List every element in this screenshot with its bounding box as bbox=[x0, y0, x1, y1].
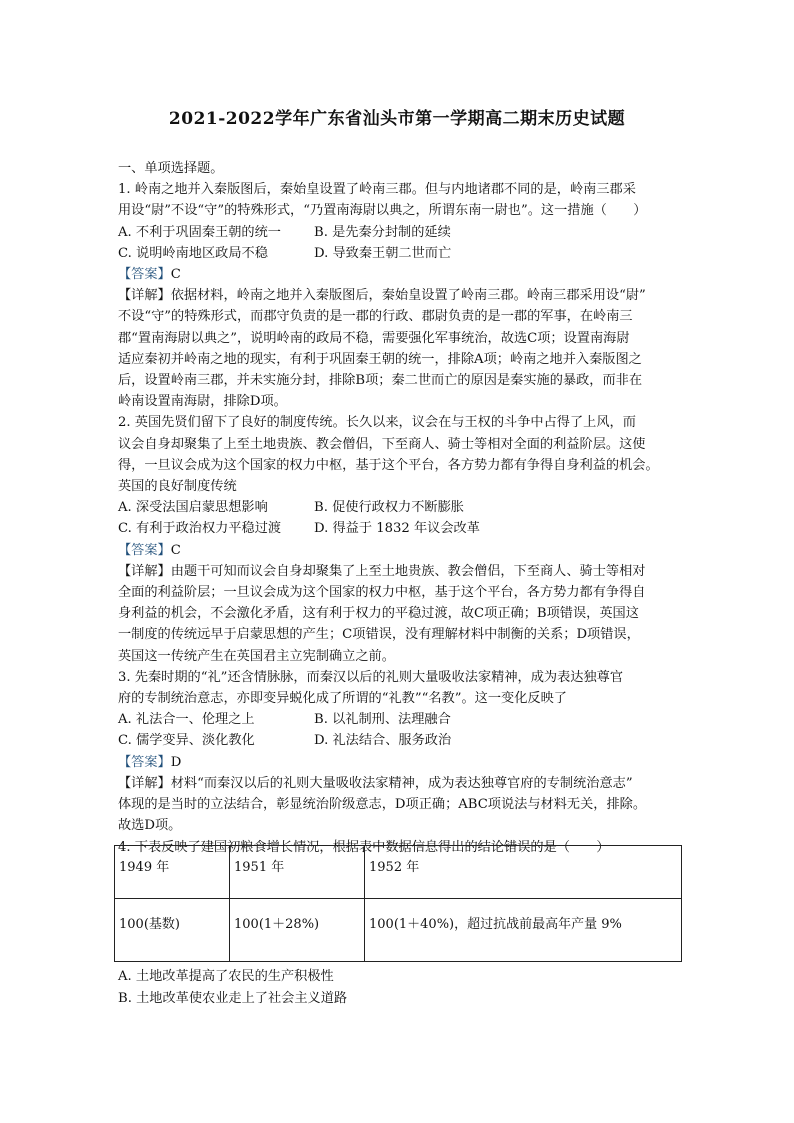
q1-explain-line: 后，设置岭南三郡，并未实施分封，排除B项；秦二世而亡的原因是秦实施的暴政，而非在 bbox=[118, 373, 642, 389]
q1-option-a: A. 不利于巩固秦王朝的统一 bbox=[118, 224, 281, 240]
explain-label: 【详解】 bbox=[118, 288, 171, 304]
q2-stem-line: 得，一旦议会成为这个国家的权力中枢，基于这个平台，各方势力都有争得自身利益的机会。 bbox=[118, 457, 659, 473]
table-header-row bbox=[115, 846, 682, 899]
q3-option-b: B. 以礼制刑、法理融合 bbox=[314, 712, 451, 728]
q1-stem-line: 1. 岭南之地并入秦版图后，秦始皇设置了岭南三郡。但与内地诸郡不同的是，岭南三郡采 bbox=[118, 182, 636, 198]
q3-option-c: C. 儒学变异、淡化教化 bbox=[118, 733, 255, 749]
explain-text: 材料“而秦汉以后的礼则大量吸收法家精神，成为表达独尊官府的专制统治意志” bbox=[170, 775, 633, 791]
question-content bbox=[118, 158, 684, 858]
table-cell: 100(1＋28%) bbox=[230, 899, 365, 962]
answer-label: 【答案】 bbox=[118, 542, 171, 558]
q2-answer bbox=[118, 540, 684, 561]
q1-option-b: B. 是先秦分封制的延续 bbox=[314, 224, 451, 240]
answer-label: 【答案】 bbox=[118, 267, 171, 283]
table-cell: 100(基数) bbox=[115, 899, 230, 962]
q3-explain-line bbox=[118, 773, 684, 794]
q2-option-a: A. 深受法国启蒙思想影响 bbox=[118, 500, 268, 516]
table-cell: 100(1＋40%)，超过抗战前最高年产量 9% bbox=[365, 899, 682, 962]
table-row bbox=[115, 899, 682, 962]
q1-stem-line: 用设“尉”不设“守”的特殊形式，“乃置南海尉以典之，所谓东南一尉也”。这一措施（ ） bbox=[118, 203, 647, 219]
q2-stem-line: 议会自身却聚集了上至土地贵族、教会僧侣，下至商人、骑士等相对全面的利益阶层。这使 bbox=[118, 436, 646, 452]
q2-options-row bbox=[118, 497, 684, 518]
q2-option-b: B. 促使行政权力不断膨胀 bbox=[314, 500, 464, 516]
q4-option-a: A. 土地改革提高了农民的生产积极性 bbox=[118, 969, 334, 984]
q1-explain-line: 郡“置南海尉以典之”，说明岭南的政局不稳，需要强化军事统治，故选C项；设置南海尉 bbox=[118, 330, 630, 346]
q4-option-b: B. 土地改革使农业走上了社会主义道路 bbox=[118, 990, 348, 1006]
table-cell: 1951 年 bbox=[230, 846, 365, 899]
q2-options-row bbox=[118, 518, 684, 539]
q4-stem: 4. 下表反映了建国初粮食增长情况，根据表中数据信息得出的结论错误的是（ ） bbox=[118, 839, 610, 855]
q2-explain-line: 一制度的传统远早于启蒙思想的产生；C项错误，没有理解材料中制衡的关系；D项错误， bbox=[118, 627, 640, 643]
q3-stem-line: 府的专制统治意志，亦即变异蜕化成了所谓的“礼教”“名教”。这一变化反映了 bbox=[118, 691, 567, 707]
q1-option-d: D. 导致秦王朝二世而亡 bbox=[314, 245, 452, 261]
q1-options-row bbox=[118, 222, 684, 243]
grain-growth-table bbox=[114, 845, 682, 962]
q3-options-row bbox=[118, 709, 684, 730]
explain-text: 依据材料，岭南之地并入秦版图后，秦始皇设置了岭南三郡。岭南三郡采用设“尉” bbox=[170, 288, 646, 304]
answer-value: C bbox=[170, 267, 181, 283]
answer-value: D bbox=[170, 754, 182, 770]
q3-option-d: D. 礼法结合、服务政治 bbox=[314, 733, 452, 749]
q4-options bbox=[118, 966, 684, 1009]
table-cell: 1949 年 bbox=[115, 846, 230, 899]
section-heading: 一、单项选择题。 bbox=[118, 161, 224, 176]
table-cell: 1952 年 bbox=[365, 846, 682, 899]
q1-explain-line: 岭南设置南海尉，排除D项。 bbox=[118, 394, 287, 410]
q2-explain-line: 英国这一传统产生在英国君主立宪制确立之前。 bbox=[118, 648, 395, 664]
q2-explain-line bbox=[118, 561, 684, 582]
q2-option-d: D. 得益于 1832 年议会改革 bbox=[314, 521, 480, 537]
q3-option-a: A. 礼法合一、伦理之上 bbox=[118, 712, 255, 728]
answer-label: 【答案】 bbox=[118, 754, 171, 770]
q2-option-c: C. 有利于政治权力平稳过渡 bbox=[118, 521, 282, 537]
q2-explain-line: 身利益的机会，不会激化矛盾，这有利于权力的平稳过渡，故C项正确；B项错误，英国这 bbox=[118, 606, 639, 622]
q2-stem-line: 2. 英国先贤们留下了良好的制度传统。长久以来，议会在与王权的斗争中占得了上风，而 bbox=[118, 415, 636, 431]
q3-stem-line: 3. 先秦时期的“礼”还含情脉脉，而秦汉以后的礼则大量吸收法家精神，成为表达独尊官 bbox=[118, 669, 624, 685]
q2-stem-line: 英国的良好制度传统 bbox=[118, 479, 237, 495]
explain-text: 由题干可知而议会自身却聚集了上至土地贵族、教会僧侣，下至商人、骑士等相对 bbox=[170, 563, 646, 579]
q3-explain-line: 体现的是当时的立法结合，彰显统治阶级意志，D项正确；ABC项说法与材料无关，排除。 bbox=[118, 797, 647, 813]
page-title: 2021-2022学年广东省汕头市第一学期高二期末历史试题 bbox=[168, 109, 626, 129]
q1-options-row bbox=[118, 243, 684, 264]
q3-explain-line: 故选D项。 bbox=[118, 818, 182, 834]
q1-explain-line: 不设“守”的特殊形式，而郡守负责的是一郡的行政、郡尉负责的是一郡的军事，在岭南三 bbox=[118, 309, 633, 325]
q1-explain-line: 适应秦初并岭南之地的现实，有利于巩固秦王朝的统一，排除A项；岭南之地并入秦版图之 bbox=[118, 351, 642, 367]
explain-label: 【详解】 bbox=[118, 563, 171, 579]
q2-explain-line: 全面的利益阶层；一旦议会成为这个国家的权力中枢，基于这个平台，各方势力都有争得自 bbox=[118, 585, 646, 601]
answer-value: C bbox=[170, 542, 181, 558]
q1-explain-line bbox=[118, 285, 684, 306]
q1-answer bbox=[118, 264, 684, 285]
q3-answer bbox=[118, 752, 684, 773]
q3-options-row bbox=[118, 730, 684, 751]
q1-option-c: C. 说明岭南地区政局不稳 bbox=[118, 245, 268, 261]
explain-label: 【详解】 bbox=[118, 775, 171, 791]
